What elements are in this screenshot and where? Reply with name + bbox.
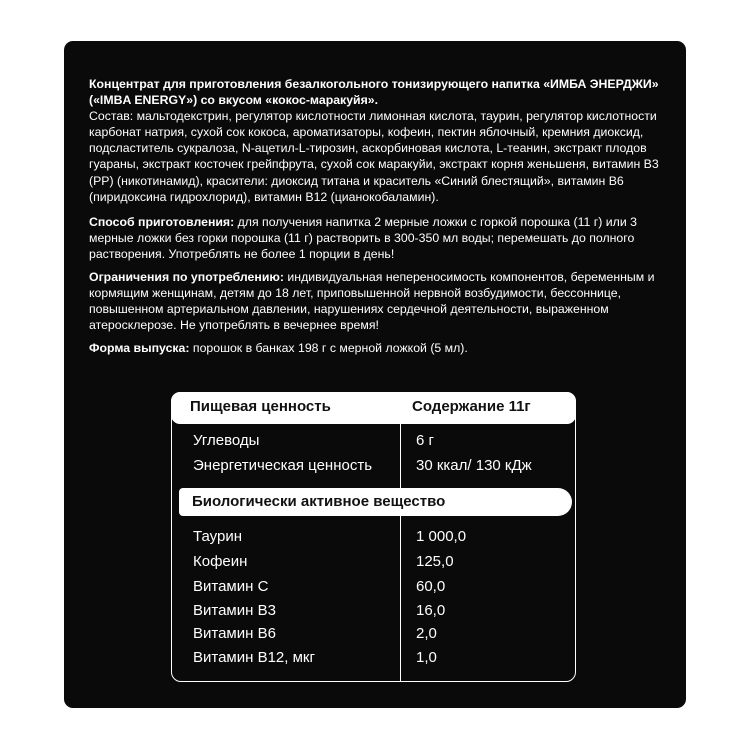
- nutrition-table-divider: [400, 424, 401, 682]
- form-label: Форма выпуска:: [89, 341, 190, 356]
- active-row-name: Кофеин: [193, 553, 248, 570]
- active-row-value: 1,0: [416, 649, 437, 666]
- active-substance-section-label: Биологически активное вещество: [192, 493, 446, 510]
- active-row-name: Витамин В6: [193, 625, 276, 642]
- active-row-value: 2,0: [416, 625, 437, 642]
- active-row-name: Таурин: [193, 528, 242, 545]
- active-row-value: 16,0: [416, 602, 446, 619]
- active-row-name: Витамин В3: [193, 602, 276, 619]
- active-row-value: 125,0: [416, 553, 454, 570]
- header-nutrition-value: Пищевая ценность: [190, 398, 331, 415]
- header-content: Содержание 11г: [412, 398, 531, 415]
- form-text: порошок в банках 198 г с мерной ложкой (5 мл).: [192, 341, 468, 356]
- nutrition-row-name: Углеводы: [193, 432, 260, 449]
- active-row-value: 1 000,0: [416, 528, 467, 545]
- nutrition-row-value: 6 г: [416, 432, 434, 449]
- composition-text: мальтодекстрин, регулятор кислотности лимонная кислота, таурин, регулятор кислотности карбонат натрия, сухой сок кокоса, ароматизаторы, кофеин, пектин яблочный, кремния диоксид, подсластитель сукралоза, N-ацетил-L-тирозин, аскорбиновая кислота, L-теанин, экстракт плодов гуараны, экстракт косточек грейпфрута, сухой сок маракуйи, экстракт корня женьшеня, витамин B3 (PP) (никотинамид), красители: диоксид титана и краситель «Синий блестящий», витамин B6 (пиридоксина гидрохлорид), витамин B12 (цианокобаламин).: [89, 109, 659, 204]
- nutrition-row-name: Энергетическая ценность: [193, 457, 373, 474]
- form-paragraph: [89, 340, 664, 356]
- restrictions-label: Ограничения по употреблению:: [89, 270, 284, 285]
- active-row-name: Витамин С: [193, 578, 269, 595]
- composition-label: Состав:: [89, 109, 134, 124]
- preparation-text: для получения напитка 2 мерные ложки с горкой порошка (11 г) или 3 мерные ложки без горки порошка (11 г) растворить в 300-350 мл воды; перемешать до полного растворения. Употреблять не более 1 порции в день!: [89, 214, 637, 261]
- restrictions-paragraph: [89, 269, 664, 333]
- label-text-block: [89, 76, 664, 364]
- preparation-paragraph: [89, 214, 664, 262]
- preparation-label: Способ приготовления:: [89, 214, 235, 229]
- composition-paragraph: [89, 76, 664, 205]
- active-row-value: 60,0: [416, 578, 446, 595]
- product-title: Концентрат для приготовления безалкогольного тонизирующего напитка «ИМБА ЭНЕРДЖИ» («IMBA ENERGY») со вкусом «кокос-маракуйя».: [89, 77, 659, 108]
- restrictions-text: индивидуальная непереносимость компонентов, беременным и кормящим женщинам, детям до 18 лет, приповышенной нервной возбудимости, бессоннице, повышенном артериальном давлении, нарушениях сердечной деятельности, выраженном атеросклерозе. Не употреблять в вечернее время!: [89, 270, 655, 333]
- nutrition-row-value: 30 ккал/ 130 кДж: [416, 457, 532, 474]
- active-row-name: Витамин В12, мкг: [193, 649, 315, 666]
